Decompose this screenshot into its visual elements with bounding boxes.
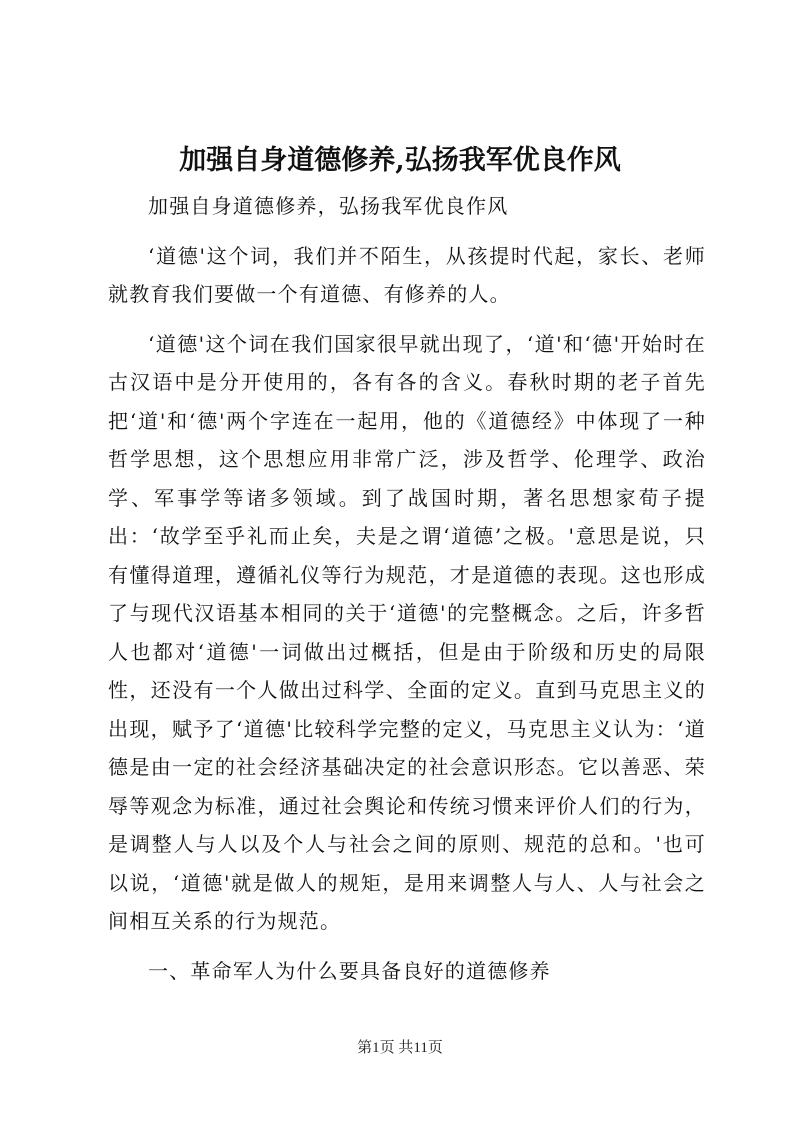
section-heading: 一、革命军人为什么要具备良好的道德修养 xyxy=(148,958,551,983)
subtitle-paragraph: 加强自身道德修养，弘扬我军优良作风 xyxy=(148,194,509,218)
document-title: 加强自身道德修养,弘扬我军优良作风 xyxy=(179,145,621,176)
paragraph-definition: ‘道德'这个词在我们国家很早就出现了，‘道'和‘德'开始时在古汉语中是分开使用的，各有各的含义。春秋时期的老子首先把‘道'和‘德'两个字连在一起用，他的《道德经》中体现了一种哲学思想，这个思想应用非常广泛，涉及哲学、伦理学、政治学、军事学等诸多领域。到了战国时期，著名思想家荀子提出：‘故学至乎礼而止矣，夫是之谓‘道德’之极。'意思是说，只有懂得道理，遵循礼仪等行为规范，才是道德的表现。这也形成了与现代汉语基本相同的关于‘道德'的完整概念。之后，许多哲人也都对‘道德'一词做出过概括，但是由于阶级和历史的局限性，还没有一个人做出过科学、全面的定义。直到马克思主义的出现，赋予了‘道德'比较科学完整的定义，马克思主义认为：‘道德是由一定的社会经济基础决定的社会意识形态。它以善恶、荣辱等观念为标准，通过社会舆论和传统习惯来评价人们的行为，是调整人与人以及个人与社会之间的原则、规范的总和。'也可以说，‘道德'就是做人的规矩，是用来调整人与人、人与社会之间相互关系的行为规范。 xyxy=(108,331,706,933)
document-body xyxy=(108,187,706,990)
paragraph-intro: ‘道德'这个词，我们并不陌生，从孩提时代起，家长、老师就教育我们要做一个有道德、有修养的人。 xyxy=(108,243,706,306)
page-footer: 第1页 共11页 xyxy=(357,1040,443,1056)
